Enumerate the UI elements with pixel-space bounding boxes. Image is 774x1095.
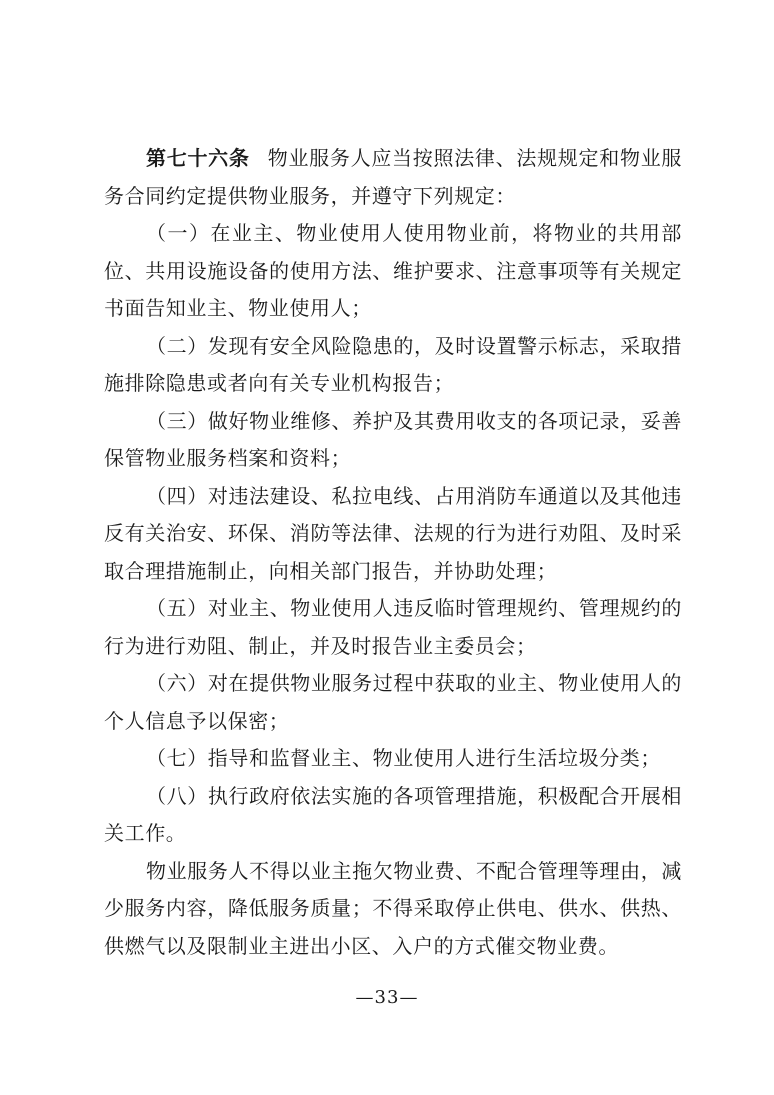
- article-body: [104, 140, 682, 965]
- item-paragraph-4: （四）对违法建设、私拉电线、占用消防车通道以及其他违反有关治安、环保、消防等法律、法规的行为进行劝阻、及时采取合理措施制止，向相关部门报告，并协助处理；: [104, 483, 682, 583]
- item-paragraph-7: （七）指导和监督业主、物业使用人进行生活垃圾分类；: [146, 746, 661, 770]
- item-paragraph-6: （六）对在提供物业服务过程中获取的业主、物业使用人的个人信息予以保密；: [104, 671, 682, 733]
- article-intro-text: 物业服务人应当按照法律、法规规定和物业服务合同约定提供物业服务，并遵守下列规定：: [104, 146, 683, 208]
- item-paragraph-1: （一）在业主、物业使用人使用物业前，将物业的共用部位、共用设施设备的使用方法、维护要求、注意事项等有关规定书面告知业主、物业使用人；: [104, 221, 682, 320]
- item-paragraph-8: （八）执行政府依法实施的各项管理措施，积极配合开展相关工作。: [104, 783, 682, 845]
- article-intro-paragraph: [104, 140, 682, 215]
- item-paragraph-2: （二）发现有安全风险隐患的，及时设置警示标志，采取措施排除隐患或者向有关专业机构报告；: [104, 333, 682, 395]
- item-paragraph-5: （五）对业主、物业使用人违反临时管理规约、管理规约的行为进行劝阻、制止，并及时报告业主委员会；: [104, 596, 682, 658]
- page-number: —33—: [355, 987, 419, 1008]
- article-number-heading: 第七十六条: [146, 146, 250, 170]
- item-paragraph-3: （三）做好物业维修、养护及其费用收支的各项记录，妥善保管物业服务档案和资料；: [104, 408, 682, 470]
- closing-paragraph: 物业服务人不得以业主拖欠物业费、不配合管理等理由，减少服务内容，降低服务质量；不得采取停止供电、供水、供热、供燃气以及限制业主进出小区、入户的方式催交物业费。: [104, 858, 682, 958]
